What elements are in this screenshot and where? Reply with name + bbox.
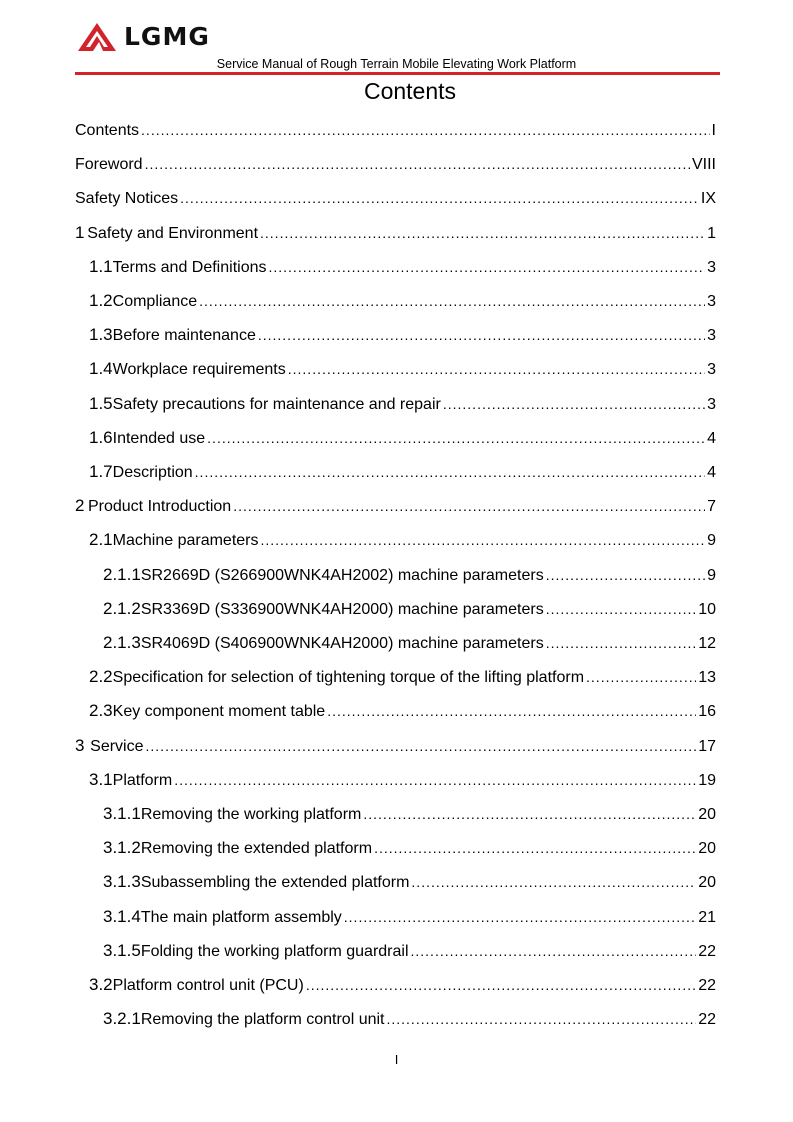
toc-entry[interactable] [103,1008,716,1030]
toc-entry-number: 3.1.1 [103,804,141,823]
toc-entry-page: 1 [707,225,716,242]
toc-entry-label: Foreword [75,156,143,173]
toc-entry-label: Machine parameters [112,532,259,549]
toc-entry[interactable] [75,222,716,244]
toc-entry-page: 9 [707,567,716,584]
toc-entry-number: 2.2 [89,667,113,686]
toc-dot-leader [146,735,697,757]
toc-entry-page: 21 [698,909,716,926]
toc-entry-page: 20 [698,874,716,891]
toc-entry[interactable] [103,871,716,893]
toc-entry-page: 17 [698,738,716,755]
toc-entry-page: 9 [707,532,716,549]
toc-dot-leader [233,495,705,517]
toc-entry[interactable] [103,564,716,586]
toc-entry-number: 3.2.1 [103,1009,141,1028]
toc-entry-page: I [711,122,716,139]
toc-entry-label: Removing the extended platform [140,840,373,857]
toc-entry-number: 1.6 [89,428,113,447]
toc-dot-leader [546,598,697,620]
toc-entry-page: 22 [698,977,716,994]
toc-dot-leader [306,974,696,996]
toc-entry-page: 10 [698,601,716,618]
toc-entry[interactable] [75,153,716,175]
toc-entry-number: 3.1.4 [103,907,141,926]
toc-entry-label: SR2669D (S266900WNK4AH2002) machine parameters [140,567,544,584]
toc-dot-leader [344,906,696,928]
toc-dot-leader [288,358,705,380]
toc-entry-label: Subassembling the extended platform [140,874,410,891]
toc-entry[interactable] [103,598,716,620]
toc-entry-label: Service [90,738,144,755]
page-number: I [394,1052,399,1067]
brand-name: LGMG [124,22,210,51]
toc-entry-number: 3.1.2 [103,838,141,857]
toc-entry-number: 1.7 [89,462,113,481]
toc-dot-leader [141,119,710,141]
toc-dot-leader [586,666,696,688]
toc-entry-label: Removing the platform control unit [140,1011,385,1028]
toc-entry-page: 3 [707,361,716,378]
toc-entry[interactable] [75,187,716,209]
toc-entry-number: 3.1.3 [103,872,141,891]
toc-entry-page: 19 [698,772,716,789]
toc-entry[interactable] [89,324,716,346]
toc-entry-number: 2.1 [89,530,113,549]
toc-entry-label: Platform control unit (PCU) [112,977,304,994]
toc-entry-label: Before maintenance [112,327,256,344]
toc-entry-page: 3 [707,396,716,413]
toc-entry-label: Key component moment table [112,703,326,720]
toc-entry-page: 22 [698,1011,716,1028]
toc-entry-number: 2.1.3 [103,633,141,652]
toc-entry-page: 3 [707,293,716,310]
toc-entry[interactable] [89,769,716,791]
toc-entry[interactable] [89,393,716,415]
toc-entry-page: 3 [707,259,716,276]
toc-dot-leader [174,769,696,791]
page-title: Contents [363,78,457,104]
toc-entry[interactable] [89,290,716,312]
toc-entry-number: 1.4 [89,359,113,378]
toc-entry[interactable] [89,358,716,380]
toc-dot-leader [145,153,690,175]
toc-entry[interactable] [103,940,716,962]
toc-dot-leader [180,187,699,209]
toc-dot-leader [546,632,697,654]
toc-entry[interactable] [103,837,716,859]
toc-dot-leader [411,940,697,962]
toc-entry[interactable] [89,529,716,551]
toc-entry[interactable] [89,427,716,449]
toc-entry[interactable] [89,461,716,483]
toc-entry-number: 1 [75,223,85,242]
toc-entry-number: 3.2 [89,975,113,994]
toc-entry[interactable] [75,495,716,517]
toc-entry[interactable] [75,735,716,757]
toc-entry-label: Safety precautions for maintenance and repair [112,396,441,413]
toc-entry[interactable] [89,974,716,996]
toc-entry[interactable] [89,700,716,722]
toc-entry-page: 22 [698,943,716,960]
toc-dot-leader [199,290,705,312]
toc-entry-page: VIII [691,156,716,173]
header-rule [75,72,720,75]
toc-entry-page: 12 [698,635,716,652]
toc-dot-leader [207,427,705,449]
toc-entry-number: 2.3 [89,701,113,720]
toc-dot-leader [386,1008,696,1030]
toc-entry-label: Description [112,464,193,481]
toc-entry[interactable] [89,256,716,278]
toc-entry-label: Terms and Definitions [112,259,267,276]
toc-entry[interactable] [75,119,716,141]
toc-entry-number: 3 [75,736,85,755]
lgmg-logo [77,22,210,52]
toc-entry-label: Folding the working platform guardrail [140,943,409,960]
toc-entry-label: SR3369D (S336900WNK4AH2000) machine parameters [140,601,544,618]
toc-entry-page: 4 [707,464,716,481]
toc-entry-number: 2 [75,496,85,515]
toc-entry[interactable] [103,906,716,928]
toc-entry-label: Removing the working platform [140,806,362,823]
toc-entry-label: Product Introduction [87,498,232,515]
toc-entry-page: 16 [698,703,716,720]
toc-dot-leader [327,700,696,722]
toc-entry-label: The main platform assembly [140,909,342,926]
toc-entry[interactable] [103,803,716,825]
toc-dot-leader [195,461,705,483]
toc-entry-number: 2.1.2 [103,599,141,618]
toc-entry-page: 20 [698,806,716,823]
toc-entry-number: 2.1.1 [103,565,141,584]
toc-entry[interactable] [89,666,716,688]
header-subtitle: Service Manual of Rough Terrain Mobile Elevating Work Platform [216,57,577,71]
toc-entry-label: SR4069D (S406900WNK4AH2000) machine parameters [140,635,544,652]
toc-dot-leader [260,222,705,244]
toc-entry-page: 3 [707,327,716,344]
toc-entry-page: 20 [698,840,716,857]
toc-entry-number: 3.1.5 [103,941,141,960]
toc-entry-page: IX [700,190,716,207]
toc-entry-label: Intended use [112,430,206,447]
toc-dot-leader [411,871,696,893]
toc-dot-leader [546,564,705,586]
toc-dot-leader [268,256,705,278]
toc-dot-leader [363,803,696,825]
toc-entry-label: Safety and Environment [87,225,259,242]
toc-entry-page: 13 [698,669,716,686]
toc-entry-label: Specification for selection of tightening torque of the lifting platform [112,669,585,686]
toc-dot-leader [443,393,705,415]
toc-entry-label: Contents [75,122,140,139]
toc-entry-number: 3.1 [89,770,113,789]
toc-entry-number: 1.1 [89,257,113,276]
toc-entry-label: Safety Notices [75,190,179,207]
toc-entry-number: 1.2 [89,291,113,310]
toc-entry-label: Workplace requirements [112,361,286,378]
toc-entry-page: 7 [707,498,716,515]
toc-dot-leader [260,529,705,551]
toc-entry-label: Platform [112,772,173,789]
toc-dot-leader [374,837,696,859]
toc-entry-label: Compliance [112,293,198,310]
toc-dot-leader [258,324,705,346]
toc-entry-page: 4 [707,430,716,447]
toc-entry-number: 1.5 [89,394,113,413]
toc-entry[interactable] [103,632,716,654]
lgmg-mountain-icon [77,22,117,52]
toc-entry-number: 1.3 [89,325,113,344]
